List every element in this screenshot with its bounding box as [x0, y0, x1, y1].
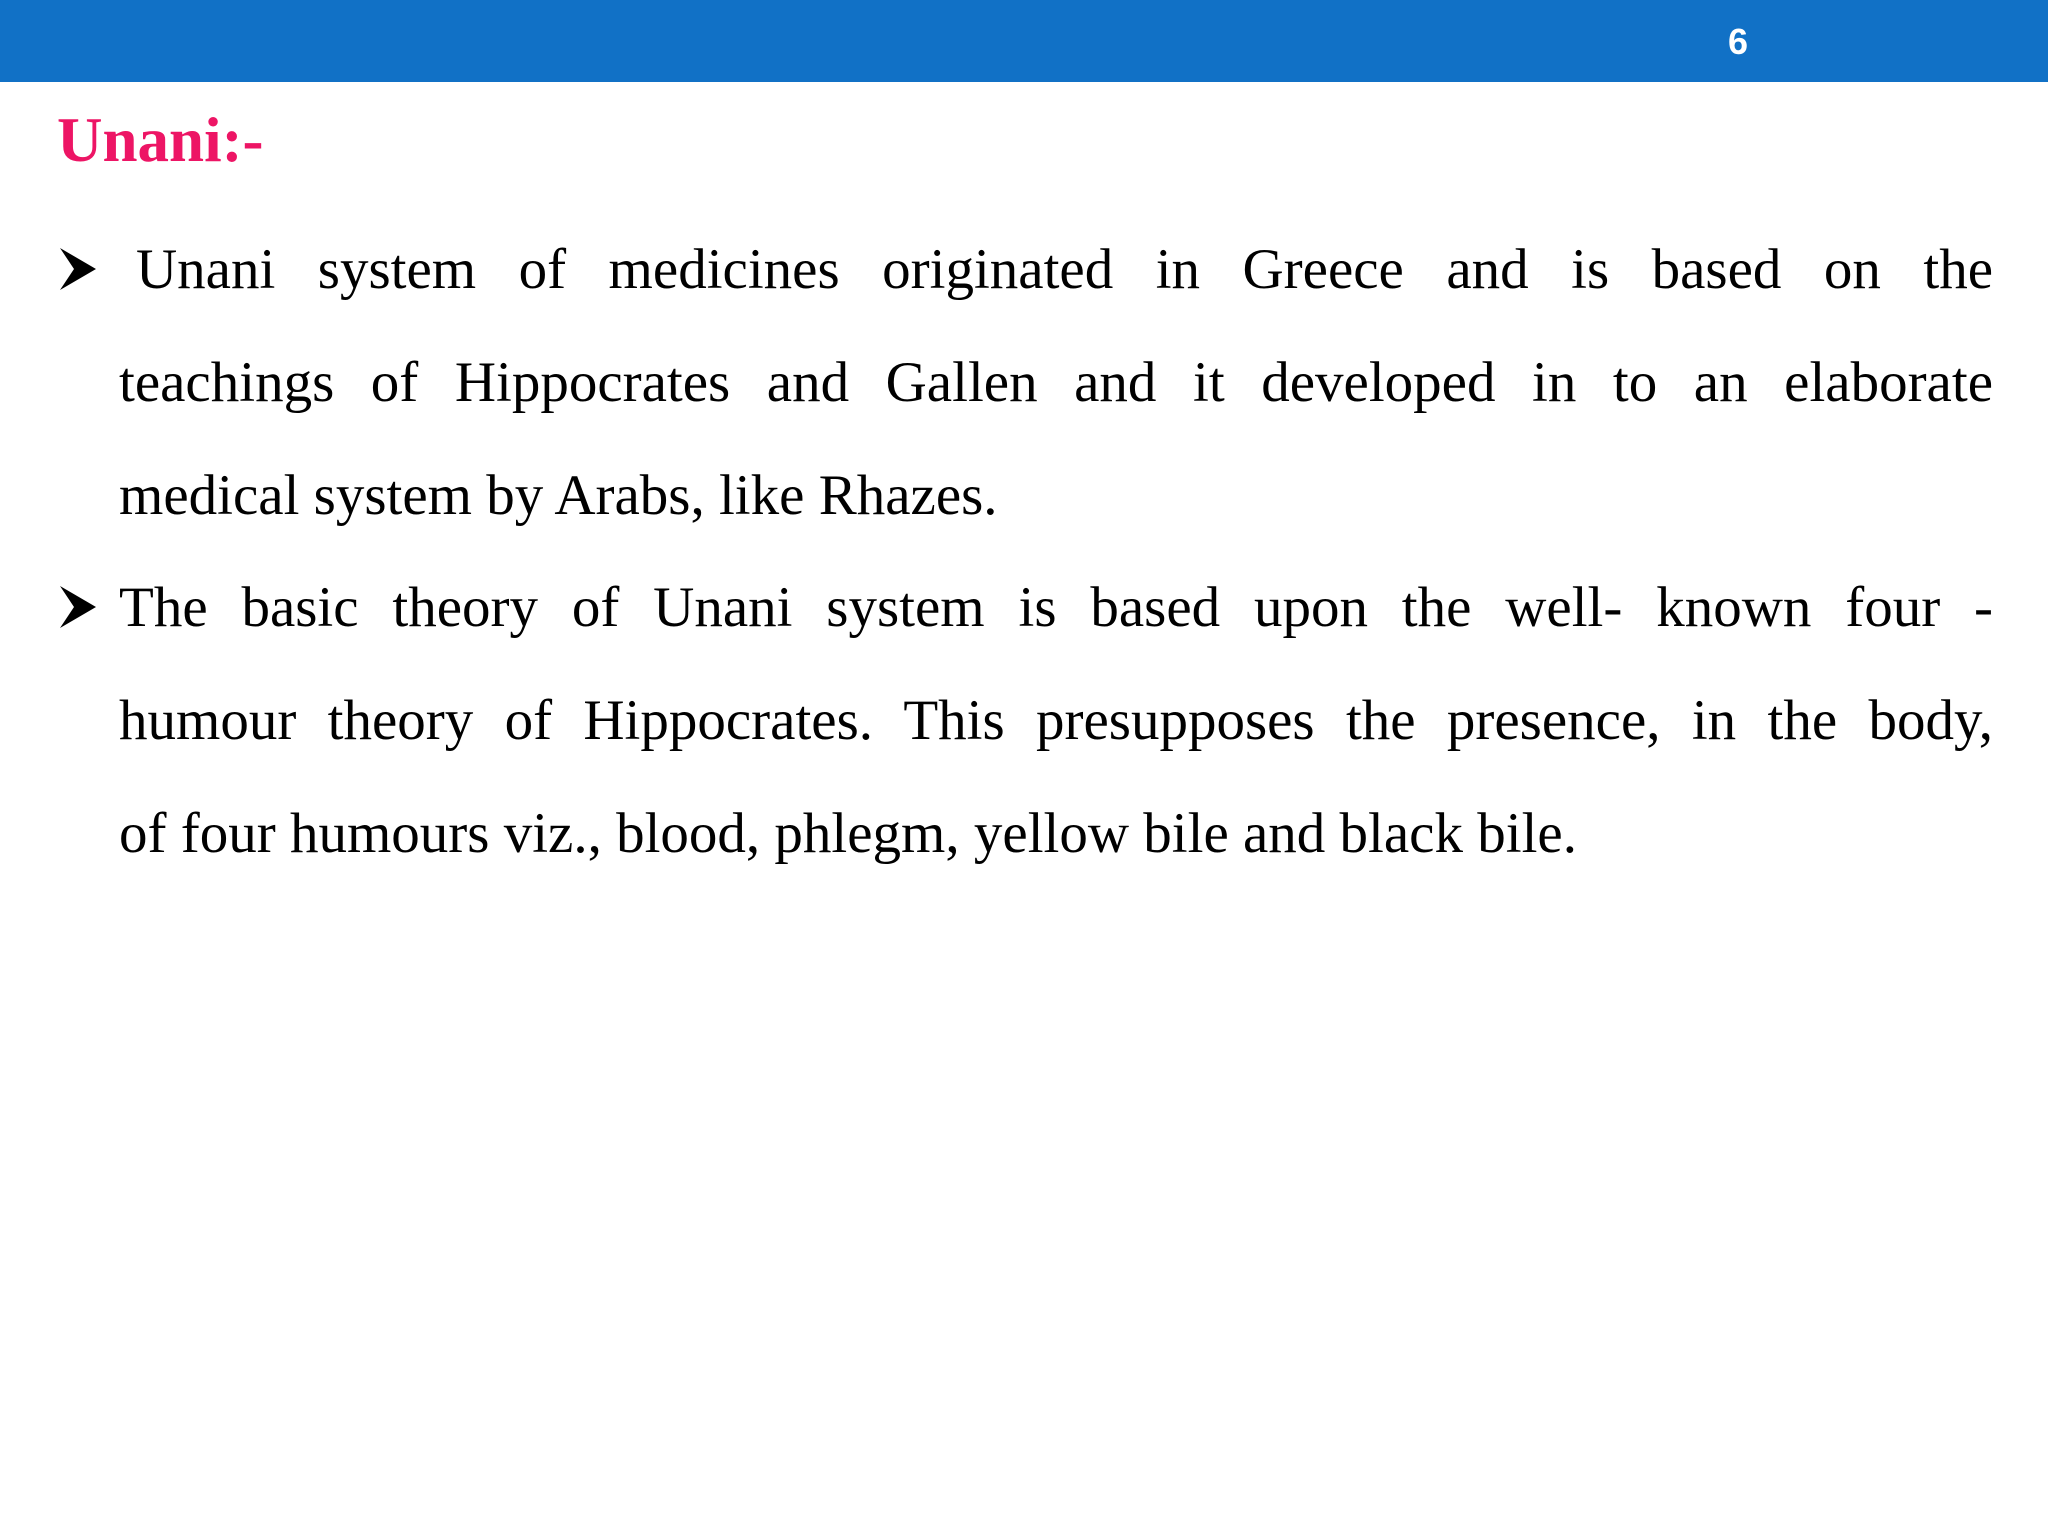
bullet-line: of four humours viz., blood, phlegm, yellow bile and black bile.: [119, 802, 1577, 865]
page-number: 6: [1728, 21, 1749, 62]
slide-title: Unani:-: [57, 105, 264, 175]
bullet-line: medical system by Arabs, like Rhazes.: [119, 464, 998, 527]
header-bar: [0, 0, 2048, 82]
bullet-line: The basic theory of Unani system is based upon the well- known four -: [119, 576, 1993, 639]
arrowhead-bullet-icon: [58, 584, 98, 630]
arrowhead-bullet-icon: [58, 246, 98, 292]
bullet-line: teachings of Hippocrates and Gallen and it developed in to an elaborate: [119, 351, 1993, 414]
bullet-line: Unani system of medicines originated in Greece and is based on the: [136, 238, 1993, 301]
bullet-line: humour theory of Hippocrates. This presupposes the presence, in the body,: [119, 689, 1993, 752]
